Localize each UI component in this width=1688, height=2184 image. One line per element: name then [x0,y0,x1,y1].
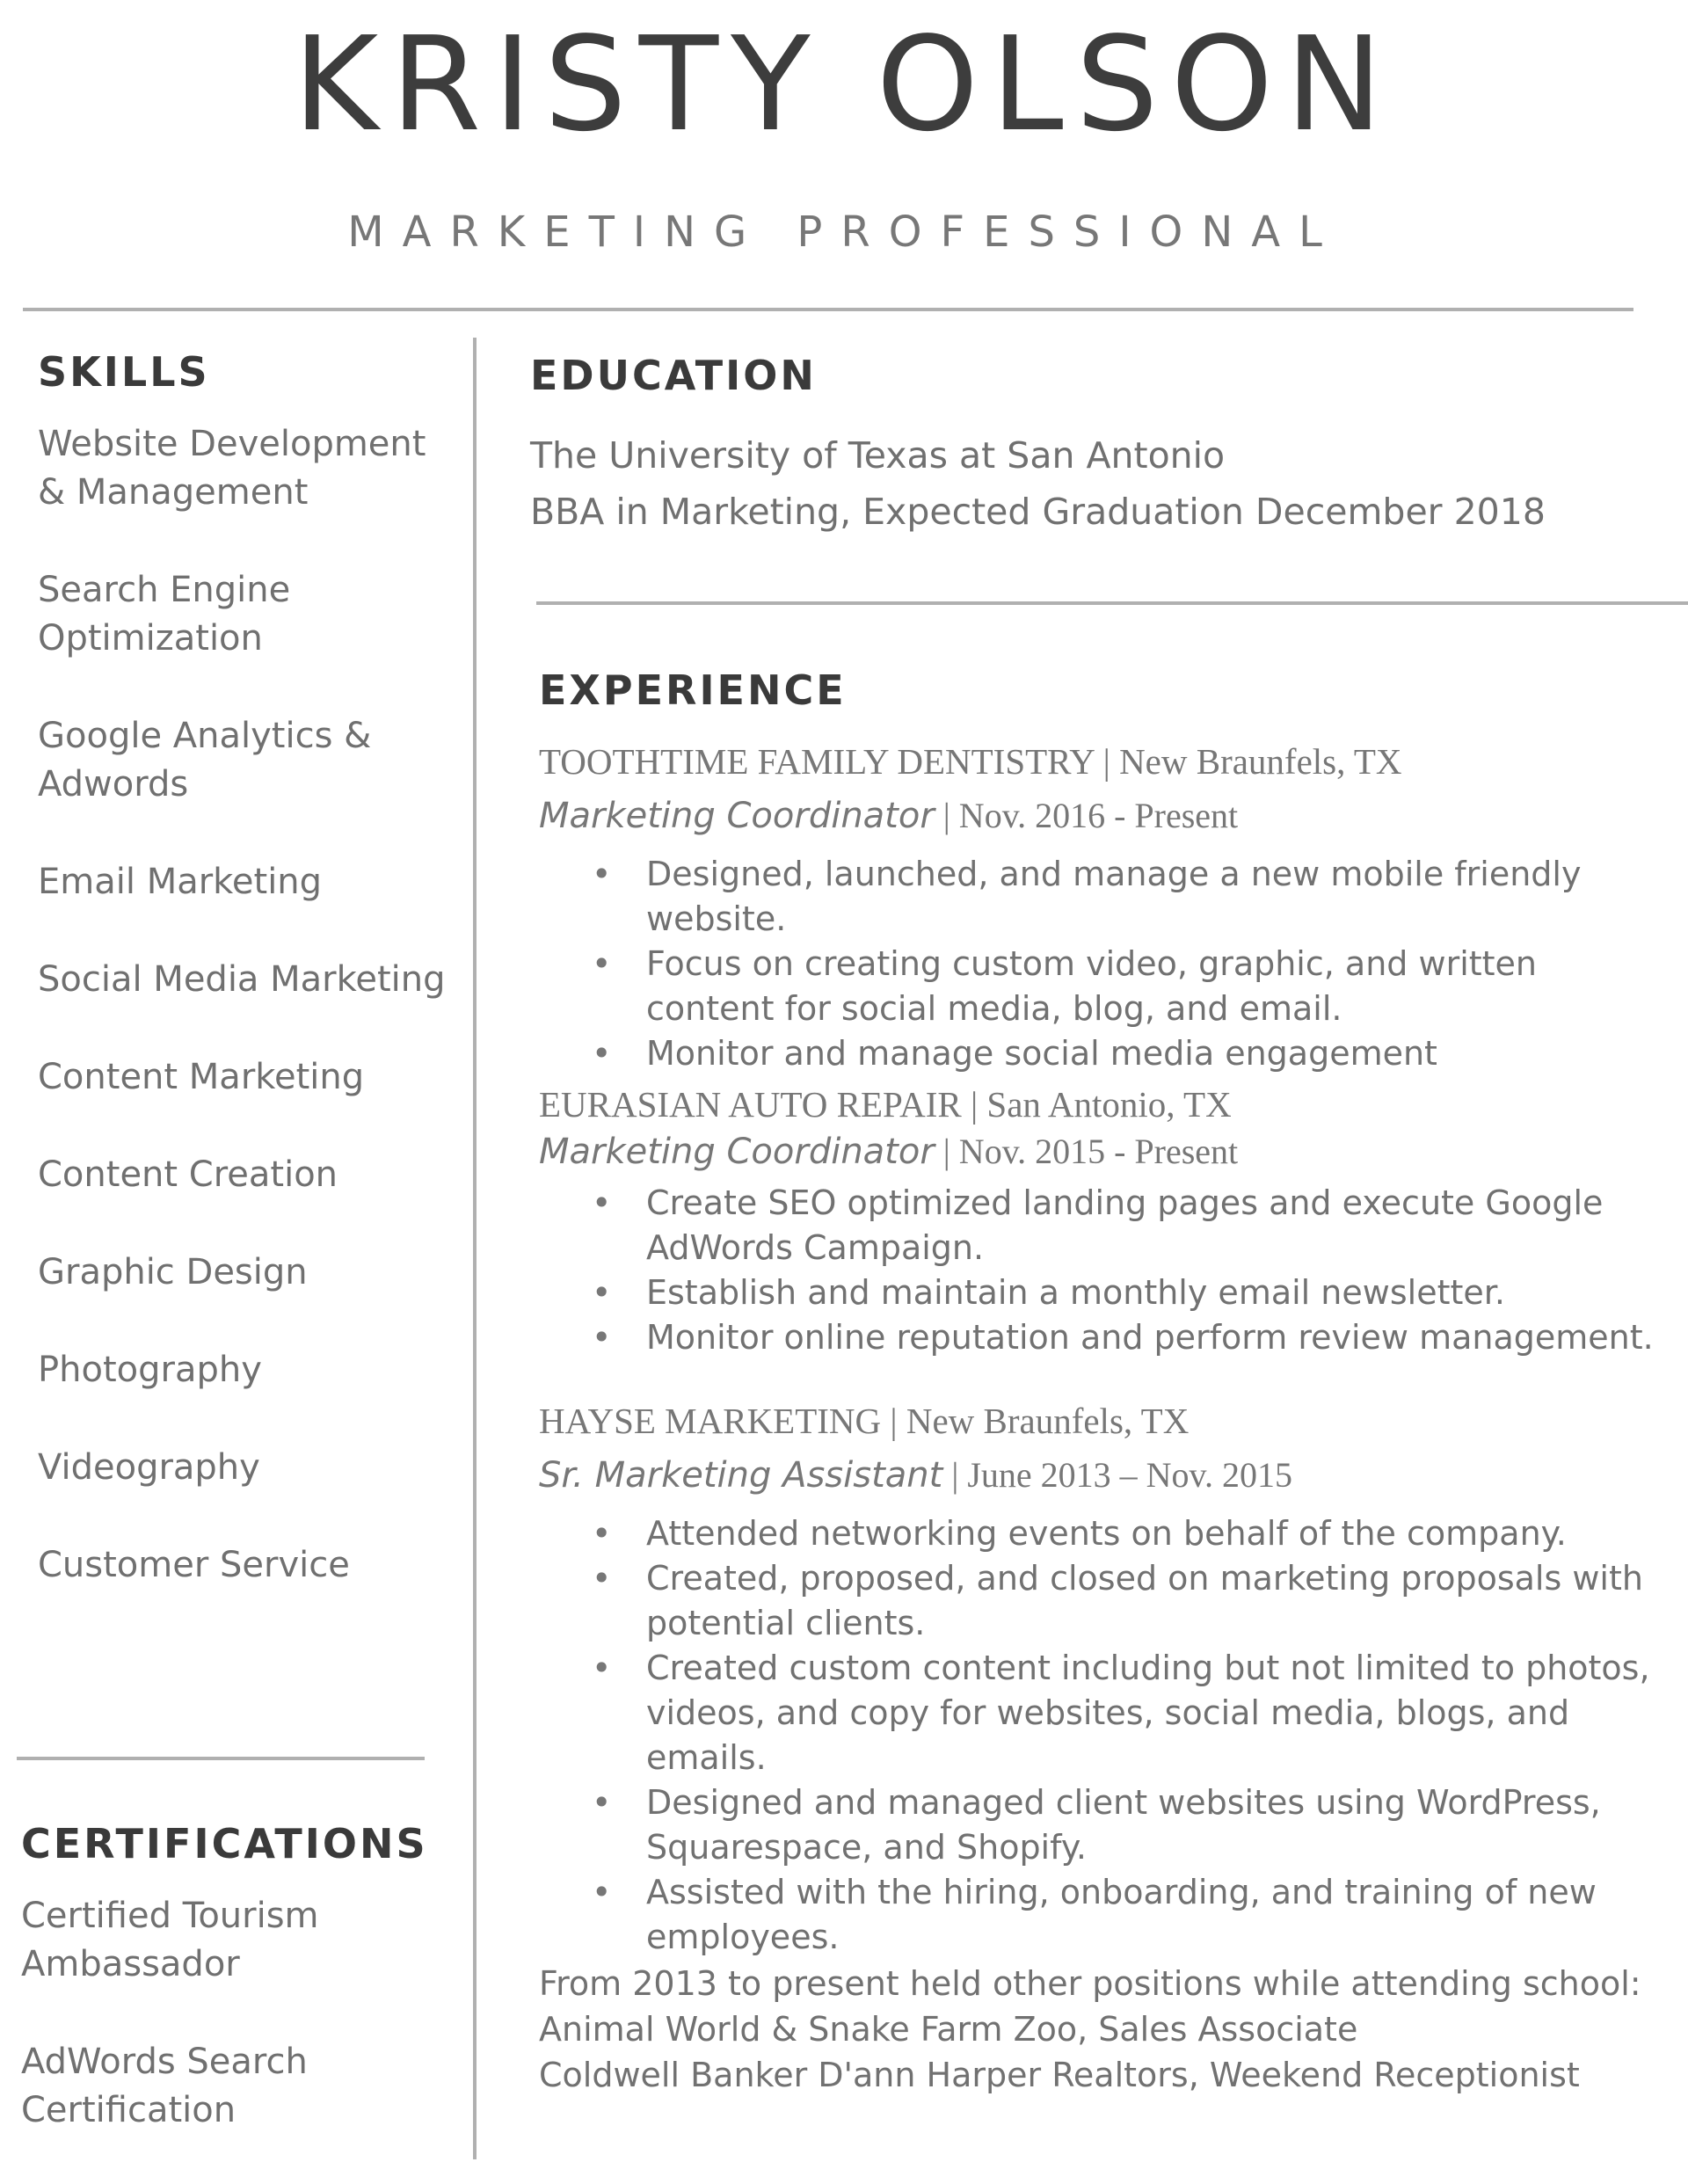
bullet-icon: • [592,1873,612,1911]
job-entry [539,1078,1673,1360]
job-company: EURASIAN AUTO REPAIR | San Antonio, TX [539,1084,1232,1125]
bullet-text: Designed and managed client websites using WordPress, Squarespace, and Shopify. [646,1783,1601,1867]
experience-heading: EXPERIENCE [539,666,847,714]
education-heading: EDUCATION [530,352,817,399]
job-company: HAYSE MARKETING | New Braunfels, TX [539,1401,1190,1441]
other-position-item: Coldwell Banker D'ann Harper Realtors, Weekend Receptionist [539,2056,1580,2094]
job-dates: | June 2013 – Nov. 2015 [942,1455,1292,1495]
skill-item: Videography [38,1447,260,1488]
bullet-text: Focus on creating custom video, graphic, and written content for social media, blog, and email. [646,944,1538,1028]
bullet-icon: • [592,1318,612,1357]
job-role-line [539,1447,1673,1511]
certifications-list [21,1892,443,2184]
job-role: Sr. Marketing Assistant [539,1455,943,1496]
bullet-text: Created, proposed, and closed on marketing proposals with potential clients. [646,1559,1643,1642]
bullet-icon: • [592,1559,612,1598]
job-bullet [539,1270,1673,1315]
job-bullet [539,1556,1673,1646]
bullet-icon: • [592,1514,612,1553]
other-positions-intro: From 2013 to present held other positions while attending school: [539,1964,1641,2003]
bullet-icon: • [592,1034,612,1073]
bullet-icon: • [592,855,612,893]
skills-heading: SKILLS [38,348,210,396]
skill-item: Photography [38,1350,262,1390]
skills-list [38,420,451,1639]
bullet-text: Attended networking events on behalf of the company. [646,1514,1567,1553]
skills-divider [17,1757,425,1760]
job-company: TOOTHTIME FAMILY DENTISTRY | New Braunfels, TX [539,741,1402,782]
skill-item: Graphic Design [38,1252,308,1292]
skill-item: Content Marketing [38,1057,365,1097]
bullet-icon: • [592,1273,612,1312]
job-bullets [539,852,1673,1076]
skill-item: Email Marketing [38,862,323,902]
column-divider [473,338,477,2159]
job-bullets [539,1181,1673,1360]
job-dates: | Nov. 2016 - Present [934,796,1239,835]
skill-item: Customer Service [38,1545,350,1585]
bullet-icon: • [592,1649,612,1687]
other-position-item: Animal World & Snake Farm Zoo, Sales Associate [539,2010,1358,2049]
job-dates: | Nov. 2015 - Present [934,1132,1239,1171]
job-bullet [539,1646,1673,1780]
job-bullet [539,1181,1673,1270]
skill-item: Social Media Marketing [38,959,446,1000]
candidate-name: KRISTY OLSON [293,9,1395,160]
skill-item: Search Engine Optimization [38,570,291,659]
job-bullet [539,1870,1673,1960]
job-bullet [539,1511,1673,1556]
skill-item: Content Creation [38,1154,338,1195]
job-bullet [539,1780,1673,1870]
bullet-text: Monitor and manage social media engagement [646,1034,1437,1073]
bullet-text: Designed, launched, and manage a new mobile friendly website. [646,855,1582,938]
certification-item: AdWords Search Certification [21,2042,308,2130]
job-role: Marketing Coordinator [539,1132,935,1172]
job-role-line [539,1131,1673,1181]
skill-item: Google Analytics & Adwords [38,716,372,804]
job-bullet [539,1031,1673,1076]
bullet-icon: • [592,1783,612,1822]
other-positions [539,1961,1641,2098]
education-school: The University of Texas at San Antonio [530,434,1226,477]
certifications-heading: CERTIFICATIONS [21,1820,428,1867]
header-divider [23,308,1633,311]
skill-item: Website Development & Management [38,424,426,513]
job-bullet [539,1315,1673,1360]
bullet-icon: • [592,1183,612,1222]
job-role-line [539,788,1673,852]
bullet-icon: • [592,944,612,983]
bullet-text: Create SEO optimized landing pages and execute Google AdWords Campaign. [646,1183,1604,1267]
job-bullet [539,852,1673,942]
bullet-text: Monitor online reputation and perform review management. [646,1318,1654,1357]
job-role: Marketing Coordinator [539,796,935,836]
bullet-text: Assisted with the hiring, onboarding, and training of new employees. [646,1873,1597,1956]
job-bullet [539,942,1673,1031]
education-degree: BBA in Marketing, Expected Graduation December 2018 [530,491,1546,533]
job-entry [539,735,1673,1076]
bullet-text: Establish and maintain a monthly email newsletter. [646,1273,1505,1312]
candidate-title: MARKETING PROFESSIONAL [347,207,1341,257]
job-entry [539,1394,1673,1960]
bullet-text: Created custom content including but not limited to photos, videos, and copy for websites, social media, blogs, and emails. [646,1649,1650,1777]
certification-item: Certified Tourism Ambassador [21,1896,319,1984]
education-divider [536,601,1688,605]
job-bullets [539,1511,1673,1960]
